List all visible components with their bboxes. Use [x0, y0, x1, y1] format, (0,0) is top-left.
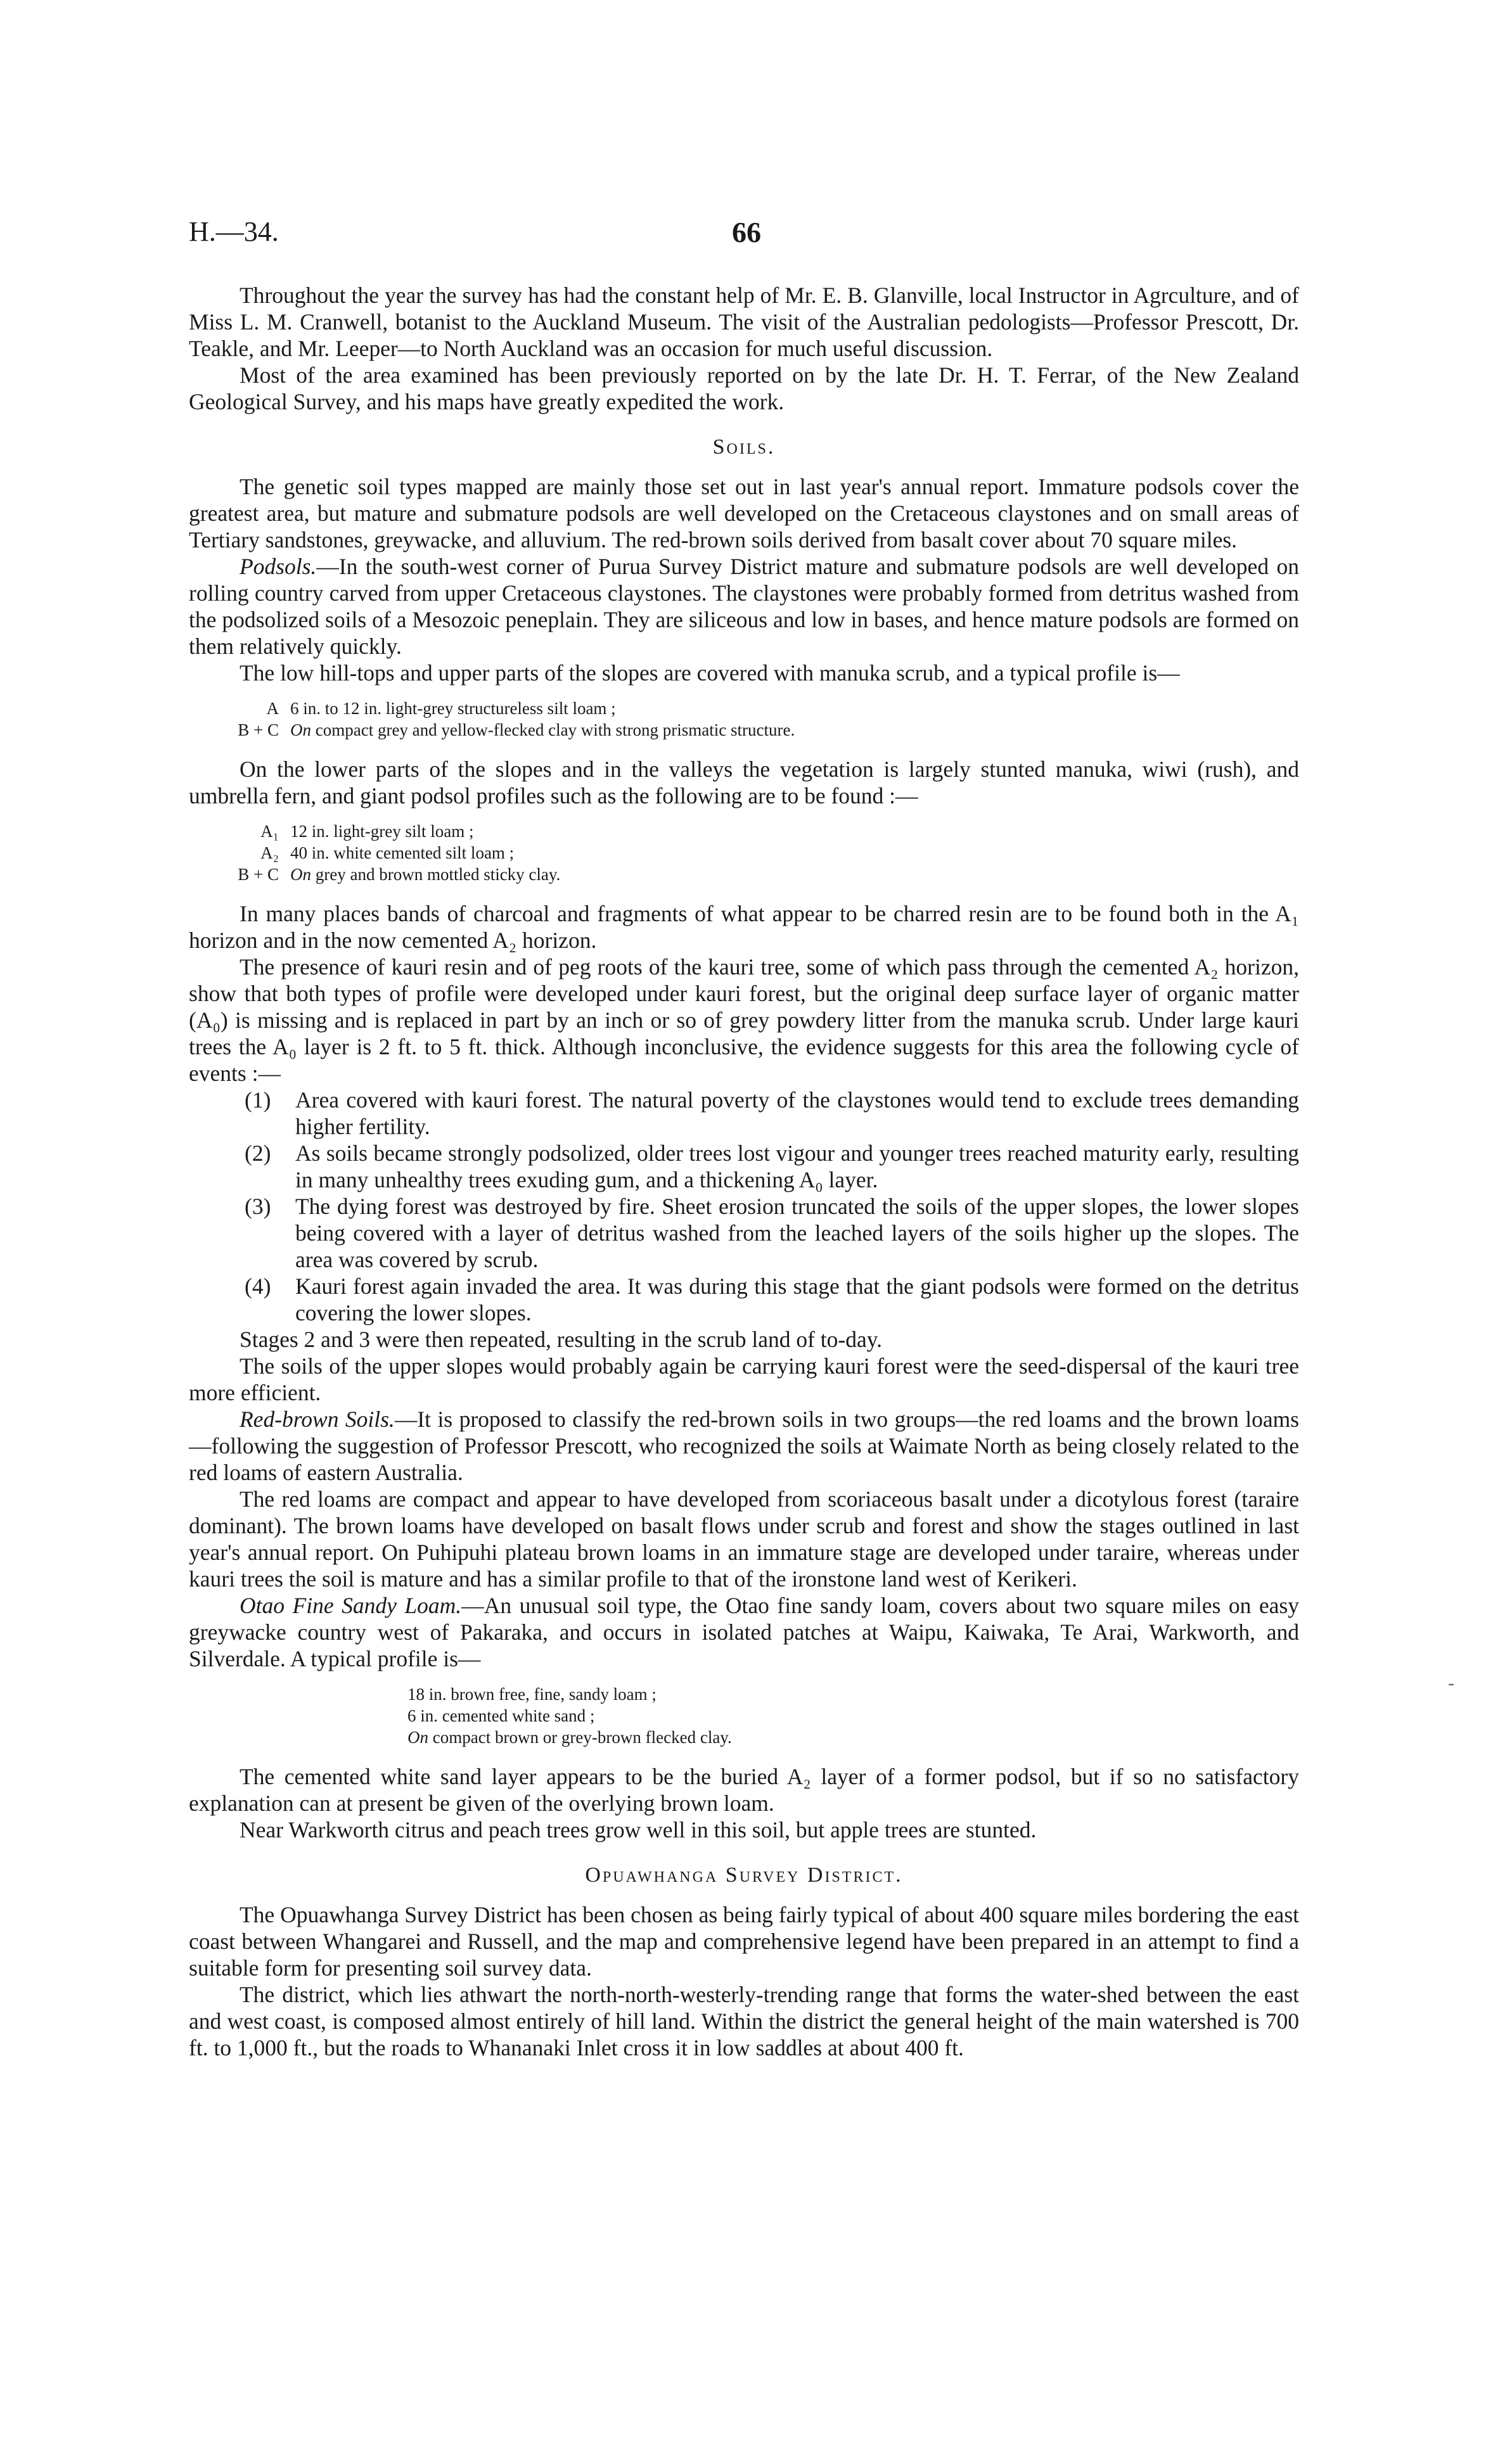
horizon-description: 12 in. light-grey silt loam ;: [290, 822, 474, 841]
soils-paragraph-1: The genetic soil types mapped are mainly those set out in last year's annual report. Immature podsols cover the greatest area, but mature and submature podsols are well developed on the Cretaceous claystones and on small areas of Tertiary sandstones, greywacke, and alluvium. The red-brown soils derived from basalt cover about 70 square miles.: [189, 474, 1299, 552]
stages-paragraph: Stages 2 and 3 were then repeated, resulting in the scrub land of to-day.: [240, 1327, 883, 1352]
horizon-label: A₁: [260, 822, 279, 841]
list-number: (1): [245, 1087, 271, 1113]
horizon-label: B + C: [238, 720, 279, 739]
horizon-description: On grey and brown mottled sticky clay.: [290, 865, 561, 884]
list-text: As soils became strongly podsolized, older trees lost vigour and younger trees reached maturity early, resulting in many unhealthy trees exuding gum, and a thickening A₀ layer.: [295, 1140, 1299, 1192]
horizon-italic: On: [290, 865, 311, 884]
red-brown-text: —It is proposed to classify the red-brown soils in two groups—the red loams and the brown loams—following the suggestion of Professor Prescott, who recognized the soils at Waimate North as being closely related to the red loams of eastern Australia.: [189, 1407, 1299, 1485]
horizon-label: A: [266, 699, 279, 718]
otao-text: —An unusual soil type, the Otao fine sandy loam, covers about two square miles on easy greywacke country west of Pakaraka, and occurs in isolated patches at Waipu, Kaiwaka, Te Arai, Warkworth, and Silverdale. A typical profile is—: [189, 1593, 1299, 1671]
profile-row: [189, 698, 1299, 719]
profile-row: [189, 842, 1299, 864]
section-heading-soils: Soils.: [712, 435, 776, 459]
list-number: (2): [245, 1140, 271, 1166]
list-item: [189, 1193, 1299, 1273]
cycle-of-events-list: [189, 1087, 1299, 1326]
hilltops-paragraph: The low hill-tops and upper parts of the slopes are covered with manuka scrub, and a typical profile is—: [240, 660, 1180, 686]
profile-row: [189, 719, 1299, 741]
profile-row: 6 in. cemented white sand ;: [407, 1706, 595, 1725]
intro-paragraph-2: Most of the area examined has been previously reported on by the late Dr. H. T. Ferrar, of the New Zealand Geological Survey, and his maps have greatly expedited the work.: [189, 362, 1299, 414]
report-reference: H.—34.: [189, 216, 279, 247]
horizon-italic: On: [290, 720, 311, 739]
horizon-label: B + C: [238, 865, 279, 884]
red-brown-paragraph: [189, 1406, 1299, 1486]
podsols-label: Podsols.: [240, 554, 317, 579]
profile-block-1: [189, 698, 1299, 741]
page-number: 66: [732, 216, 761, 248]
profile-block-2: [189, 820, 1299, 885]
list-number: (4): [245, 1273, 271, 1299]
intro-paragraph-1: Throughout the year the survey has had the constant help of Mr. E. B. Glanville, local Instructor in Agrculture, and of Miss L. M. Cranwell, botanist to the Auckland Museum. The visit of the Australian pedologists—Professor Prescott, Dr. Teakle, and Mr. Leeper—to North Auckland was an occasion for much useful discussion.: [189, 283, 1299, 361]
list-text: Area covered with kauri forest. The natural poverty of the claystones would tend to exclude trees demanding higher fertility.: [295, 1087, 1299, 1139]
opuawhanga-paragraph-1: The Opuawhanga Survey District has been chosen as being fairly typical of about 400 square miles bordering the east coast between Whangarei and Russell, and the map and comprehensive legend have been prepared in an attempt to find a suitable form for presenting soil survey data.: [189, 1902, 1299, 1981]
red-brown-label: Red-brown Soils.: [240, 1407, 395, 1432]
horizon-description: 6 in. to 12 in. light-grey structureless silt loam ;: [290, 699, 616, 718]
horizon-description: 40 in. white cemented silt loam ;: [290, 843, 515, 862]
horizon-italic: On: [407, 1728, 428, 1747]
profile-row: [189, 820, 1299, 842]
list-number: (3): [245, 1194, 271, 1219]
charcoal-paragraph: In many places bands of charcoal and fragments of what appear to be charred resin are to be found both in the A₁ horizon and in the now cemented A₂ horizon.: [189, 901, 1299, 953]
list-item: [189, 1140, 1299, 1193]
otao-paragraph: [189, 1592, 1299, 1672]
lower-slopes-paragraph: On the lower parts of the slopes and in the valleys the vegetation is largely stunted manuka, wiwi (rush), and umbrella fern, and giant podsol profiles such as the following are to be found :—: [189, 756, 1299, 808]
list-item: [189, 1087, 1299, 1140]
document-body: [189, 282, 1299, 2061]
list-text: The dying forest was destroyed by fire. Sheet erosion truncated the soils of the upper slopes, the lower slopes being covered with a layer of detritus washed from the leached layers of the soils higher up the slopes. The area was covered by scrub.: [295, 1194, 1299, 1272]
list-item: [189, 1273, 1299, 1326]
profile-block-3: [189, 1683, 1299, 1748]
otao-label: Otao Fine Sandy Loam.: [240, 1593, 462, 1618]
cemented-sand-paragraph: The cemented white sand layer appears to be the buried A₂ layer of a former podsol, but if so no satisfactory explanation can at present be given of the overlying brown loam.: [189, 1764, 1299, 1816]
profile-row: 18 in. brown free, fine, sandy loam ;: [407, 1685, 657, 1704]
page-header: [189, 215, 1304, 260]
red-loams-paragraph: The red loams are compact and appear to have developed from scoriaceous basalt under a dicotylous forest (taraire dominant). The brown loams have developed on basalt flows under scrub and forest and show the stages outlined in last year's annual report. On Puhipuhi plateau brown loams in an immature stage are developed under taraire, whereas under kauri trees the soil is mature and has a similar profile to that of the ironstone land west of Kerikeri.: [189, 1486, 1299, 1592]
warkworth-paragraph: Near Warkworth citrus and peach trees grow well in this soil, but apple trees are stunted.: [240, 1817, 1037, 1842]
podsols-paragraph: [189, 553, 1299, 660]
podsols-text: —In the south-west corner of Purua Survey District mature and submature podsols are well developed on rolling country carved from upper Cretaceous claystones. The claystones were probably formed from detritus washed from the podsolized soils of a Mesozoic peneplain. They are siliceous and low in bases, and hence mature podsols are formed on them relatively quickly.: [189, 554, 1299, 659]
horizon-description: On compact grey and yellow-flecked clay with strong prismatic structure.: [290, 720, 795, 739]
opuawhanga-paragraph-2: The district, which lies athwart the north-north-westerly-trending range that forms the water-shed between the east and west coast, is composed almost entirely of hill land. Within the district the general height of the main watershed is 700 ft. to 1,000 ft., but the roads to Whananaki Inlet cross it in low saddles at about 400 ft.: [189, 1982, 1299, 2060]
profile-row: On compact brown or grey-brown flecked clay.: [407, 1728, 732, 1747]
kauri-paragraph: The presence of kauri resin and of peg roots of the kauri tree, some of which pass through the cemented A₂ horizon, show that both types of profile were developed under kauri forest, but the original deep surface layer of organic matter (A₀) is missing and is replaced in part by an inch or so of grey powdery litter from the manuka scrub. Under large kauri trees the A₀ layer is 2 ft. to 5 ft. thick. Although inconclusive, the evidence suggests for this area the following cycle of events :—: [189, 954, 1299, 1086]
upper-slopes-paragraph: The soils of the upper slopes would probably again be carrying kauri forest were the seed-dispersal of the kauri tree more efficient.: [189, 1353, 1299, 1405]
section-heading-opuawhanga: Opuawhanga Survey District.: [585, 1863, 903, 1887]
profile-row: [189, 864, 1299, 885]
horizon-label: A₂: [260, 843, 279, 862]
margin-dash-mark: ‐: [1448, 1673, 1454, 1694]
list-text: Kauri forest again invaded the area. It was during this stage that the giant podsols were formed on the detritus covering the lower slopes.: [295, 1273, 1299, 1325]
